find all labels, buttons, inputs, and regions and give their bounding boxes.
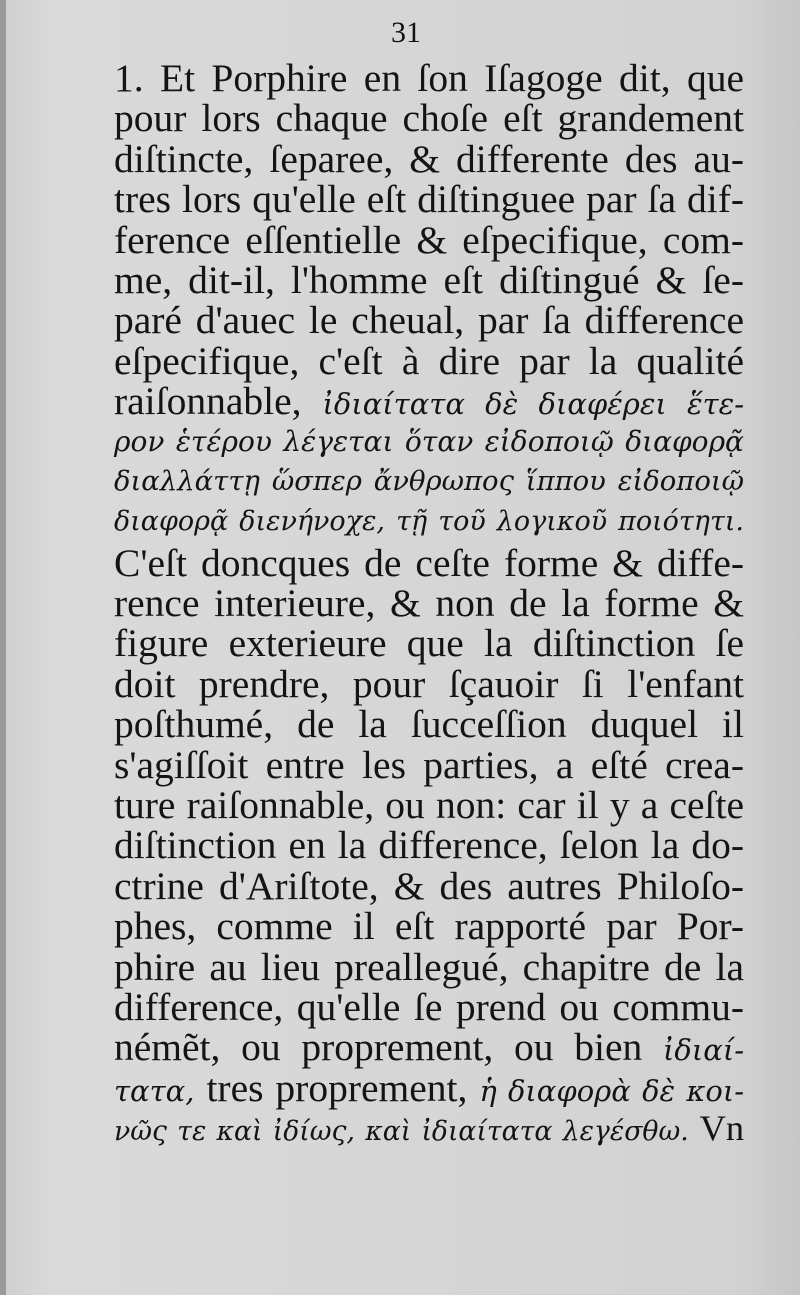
text-line: diſtinction en la difference, ſelon la do- — [114, 823, 744, 868]
latin-run: Vn — [699, 1108, 744, 1149]
mixed-text-line — [114, 1108, 744, 1148]
text-line: eſpecifique, c'eſt à dire par la qualité — [114, 338, 744, 383]
mixed-text-line — [114, 379, 744, 424]
text-line: s'agiſſoit entre les parties, a eſté crea- — [114, 742, 744, 787]
text-line: 1. Et Porphire en ſon Iſagoge dit, que — [114, 56, 744, 100]
page-number: 31 — [391, 16, 421, 49]
greek-run: τατα, — [114, 1073, 195, 1108]
text-line: phire au lieu preallegué, chapitre de la — [114, 944, 744, 989]
text-line: pour lors chaque choſe eſt grandement — [114, 96, 744, 141]
greek-line: ρον ἑτέρου λέγεται ὅταν εἰδοποιῷ διαφορᾷ — [114, 424, 744, 458]
text-line: ture raiſonnable, ou non: car il y a ceſte — [114, 783, 744, 828]
latin-run: tres proprement, — [206, 1065, 468, 1110]
latin-run: raiſonnable, — [114, 379, 302, 424]
book-page — [6, 0, 800, 1295]
text-line: paré d'auec le cheual, par ſa difference — [114, 298, 744, 343]
text-line: ference eſſentielle & eſpecifique, com- — [114, 217, 744, 262]
body-text — [114, 58, 744, 1149]
greek-run: ἰδιαίτατα δὲ διαφέρει ἕτε- — [322, 387, 744, 422]
greek-run: ἰδιαί- — [663, 1033, 745, 1068]
text-line: rence interieure, & non de la forme & — [114, 581, 744, 626]
greek-run: ἡ διαφορὰ δὲ κοι- — [479, 1073, 745, 1108]
text-line: phes, comme il eſt rapporté par Por- — [114, 904, 744, 949]
greek-line: διαλλάττῃ ὥσπερ ἄνθρωπος ἵππου εἰδοποιῷ — [114, 465, 744, 497]
text-line: diſtincte, ſeparee, & differente des au- — [114, 136, 744, 181]
text-line: me, dit-il, l'homme eſt diſtingué & ſe- — [114, 257, 744, 302]
text-line: C'eſt doncques de ceſte forme & diffe- — [114, 540, 744, 585]
text-line: doit prendre, pour ſçauoir ſi l'enfant — [114, 661, 744, 706]
greek-run: νῶς τε καὶ ἰδίως, καὶ ἰδιαίτατα λεγέσθω. — [114, 1116, 689, 1148]
text-line: tres lors qu'elle eſt diſtinguee par ſa dif- — [114, 177, 744, 222]
text-line: figure exterieure que la diſtinction ſe — [114, 621, 744, 666]
text-line: difference, qu'elle ſe prend ou commu- — [114, 984, 744, 1029]
text-line: ctrine d'Ariſtote, & des autres Philoſo- — [114, 863, 744, 908]
mixed-text-line — [114, 1065, 745, 1110]
latin-run: némẽt, ou proprement, ou bien — [114, 1025, 643, 1070]
greek-line: διαφορᾷ διενήνοχε, τῇ τοῦ λογικοῦ ποιότητι. — [114, 506, 744, 538]
text-line: poſthumé, de la ſucceſſion duquel il — [114, 702, 744, 747]
mixed-text-line — [114, 1025, 745, 1070]
